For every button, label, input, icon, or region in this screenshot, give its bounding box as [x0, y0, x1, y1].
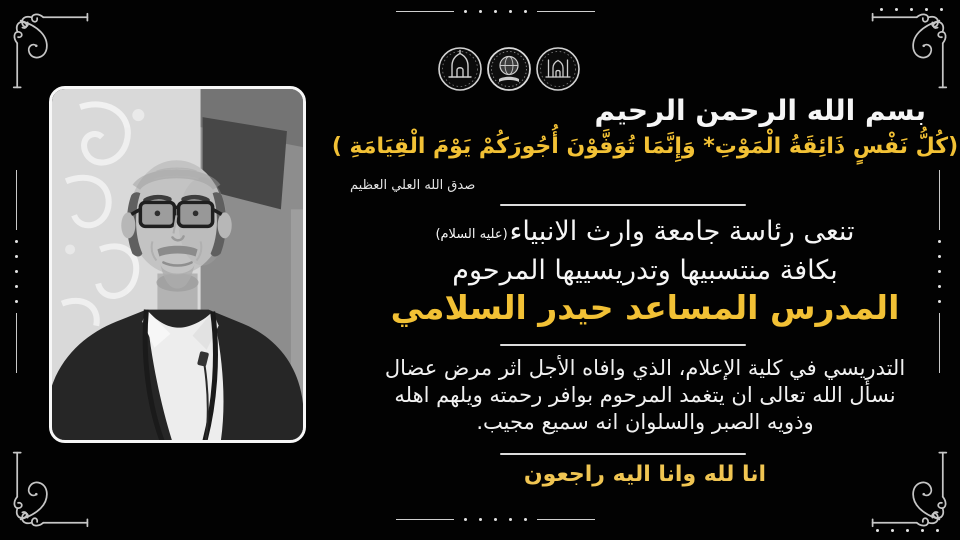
dots-ornament	[880, 8, 943, 11]
university-globe-emblem-icon	[486, 46, 532, 92]
announcement-line1-text: تنعى رئاسة جامعة وارث الانبياء	[509, 216, 855, 247]
corner-flourish-icon	[870, 12, 948, 90]
announcement-line1	[345, 216, 945, 247]
eulogy-line1: التدريسي في كلية الإعلام، الذي وافاه الأجل اثر مرض عضال	[384, 356, 906, 380]
deceased-name-text: المدرس المساعد حيدر السلامي	[390, 288, 900, 327]
honorific-text: (عليه السلام)	[435, 227, 508, 242]
corner-flourish-icon	[12, 12, 90, 90]
corner-flourish-icon	[12, 450, 90, 528]
verse-attribution-text: صدق الله العلي العظيم	[350, 178, 476, 193]
line-dots-divider-vertical	[15, 170, 18, 373]
eulogy-line2: نسأل الله تعالى ان يتغمد المرحوم بوافر رحمته ويلهم اهله	[394, 383, 896, 407]
announcement-line2: بكافة منتسبيها وتدريسييها المرحوم	[452, 255, 838, 286]
divider-line	[500, 453, 746, 455]
quran-verse-text: (كُلُّ نَفْسٍ ذَائِقَةُ الْمَوْتِ* وَإِنَّمَا تُوَفَّوْنَ أُجُورَكُمْ يَوْمَ الْقِيَامَةِ )	[331, 134, 959, 159]
closing-verse-text: انا لله وانا اليه راجعون	[523, 462, 767, 487]
deceased-portrait-photo	[49, 86, 306, 443]
divider-line	[500, 204, 746, 206]
line-dots-divider	[396, 10, 595, 13]
basmala-text: بسم الله الرحمن الرحيم	[594, 94, 926, 127]
dots-ornament	[876, 529, 939, 532]
shrine-facade-emblem-icon	[535, 46, 581, 92]
emblems-row	[437, 46, 581, 92]
shrine-dome-emblem-icon	[437, 46, 483, 92]
line-dots-divider	[396, 518, 595, 521]
eulogy-line3: وذويه الصبر والسلوان انه سميع مجيب.	[476, 410, 814, 434]
divider-line	[500, 344, 746, 346]
